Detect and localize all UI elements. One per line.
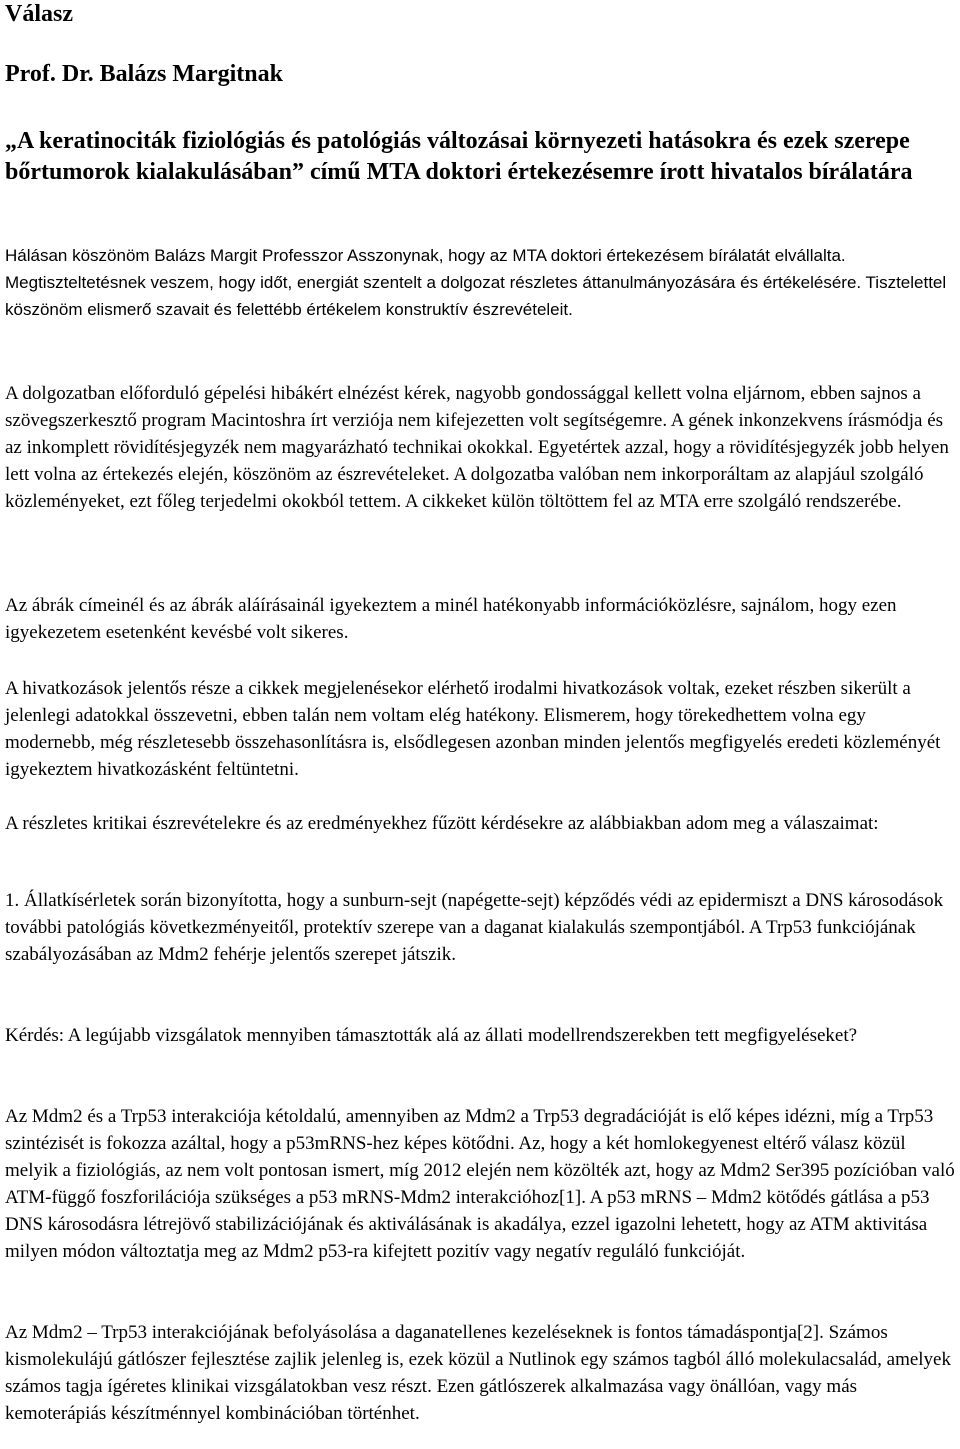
- answer-paragraph: Az Mdm2 és a Trp53 interakciója kétoldalú, amennyiben az Mdm2 a Trp53 degradációját is elő képes idézni, míg a Trp53 szintézisét is fokozza azáltal, hogy a p53mRNS-hez képes kötődni. Az, hogy a két homlokegyenest eltérő válasz közül melyik a fiziológiás, az nem volt pontosan ismert, míg 2012 elején nem közölték azt, hogy az Mdm2 Ser395 pozícióban való ATM-függő foszforilációja szükséges a p53 mRNS-Mdm2 interakcióhoz[1]. A p53 mRNS – Mdm2 kötődés gátlása a p53 DNS károsodásra létrejövő stabilizációjának és aktiválásának is akadálya, ezzel igazolni lehetett, hogy az ATM aktivitása milyen módon változtatja meg az Mdm2 p53-ra kifejtett pozitív vagy negatív reguláló funkcióját.: [5, 1106, 955, 1262]
- document-title: Válasz: [5, 1, 73, 27]
- figures-paragraph: Az ábrák címeinél és az ábrák aláírásainál igyekeztem a minél hatékonyabb információközlésre, sajnálom, hogy ezen igyekezetem esetenként kevésbé volt sikeres.: [5, 595, 897, 643]
- subject-heading: „A keratinociták fiziológiás és patológiás változásai környezeti hatásokra és ezek szerepe bőrtumorok kialakulásában” című MTA doktori értekezésemre írott hivatalos bírálatára: [5, 128, 913, 185]
- references-paragraph: A hivatkozások jelentős része a cikkek megjelenésekor elérhető irodalmi hivatkozások voltak, ezeket részben sikerült a jelenlegi adatokkal összevetni, ebben talán nem voltam elég hatékony. Elismerem, hogy törekedhettem volna egy modernebb, még részletesebb összehasonlításra is, elsődlegesen azonban minden jelentős megfigyelés eredeti közleményét igyekeztem hivatkozásként feltüntetni.: [5, 678, 941, 780]
- intro-paragraph: A részletes kritikai észrevételekre és az eredményekhez fűzött kérdésekre az alábbiakban adom meg a válaszaimat:: [5, 813, 879, 834]
- thanks-paragraph: Hálásan köszönöm Balázs Margit Professzor Asszonynak, hogy az MTA doktori értekezésem bírálatát elvállalta. Megtiszteltetésnek veszem, hogy időt, energiát szentelt a dolgozat részletes áttanulmányozására és értékelésére. Tisztelettel köszönöm elismerő szavait és felettébb értékelem konstruktív észrevételeit.: [5, 246, 947, 319]
- point-1-paragraph: 1. Állatkísérletek során bizonyította, hogy a sunburn-sejt (napégette-sejt) képződés védi az epidermiszt a DNS károsodások további patológiás következményeitől, protektív szerepe van a daganat kialakulás szempontjából. A Trp53 funkciójának szabályozásában az Mdm2 fehérje jelentős szerepet játszik.: [5, 890, 944, 965]
- addressee-heading: Prof. Dr. Balázs Margitnak: [5, 61, 283, 87]
- answer-continuation-paragraph: Az Mdm2 – Trp53 interakciójának befolyásolása a daganatellenes kezeléseknek is fontos támadáspontja[2]. Számos kismolekulájú gátlószer fejlesztése zajlik jelenleg is, ezek közül a Nutlinok egy számos tagból álló molekulacsalád, amelyek számos tagja ígéretes klinikai vizsgálatokban vesz részt. Ezen gátlószerek alkalmazása vagy önállóan, vagy más kemoterápiás készítménnyel kombinációban történhet.: [5, 1322, 951, 1424]
- errors-paragraph: A dolgozatban előforduló gépelési hibákért elnézést kérek, nagyobb gondossággal kellett volna eljárnom, ebben sajnos a szövegszerkesztő program Macintoshra írt verziója nem kifejezetten volt segítségemre. A gének inkonzekvens írásmódja és az inkomplett rövidítésjegyzék nem magyarázható technikai okokkal. Egyetértek azzal, hogy a rövidítésjegyzék jobb helyen lett volna az értekezés elején, köszönöm az észrevételeket. A dolgozatba valóban nem inkorporáltam az alapjául szolgáló közleményeket, ezt főleg terjedelmi okokból tettem. A cikkeket külön töltöttem fel az MTA erre szolgáló rendszerébe.: [5, 383, 949, 512]
- question-paragraph: Kérdés: A legújabb vizsgálatok mennyiben támasztották alá az állati modellrendszerekben tett megfigyeléseket?: [5, 1025, 858, 1046]
